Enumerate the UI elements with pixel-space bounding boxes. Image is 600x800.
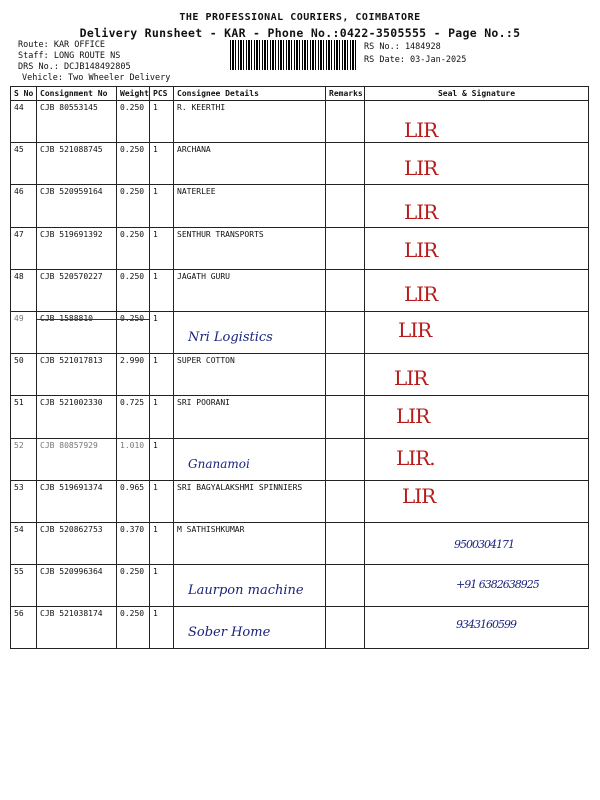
cell-consignee (174, 185, 326, 227)
cell-consignee-text: SUPER COTTON (177, 356, 235, 366)
table-row (11, 269, 589, 311)
cell-consignee (174, 143, 326, 185)
cell-sno-text: 55 (14, 567, 24, 577)
cell-weight-text: 0.965 (120, 482, 145, 492)
table-header-row (11, 87, 589, 101)
cell-remarks (326, 438, 365, 480)
cell-consignee (174, 311, 326, 353)
cell-consignee (174, 522, 326, 564)
cell-pcs-text: 1 (153, 356, 158, 366)
cell-remarks (326, 269, 365, 311)
cell-signature (365, 269, 589, 311)
cell-consignee (174, 354, 326, 396)
cell-remarks (326, 480, 365, 522)
handwritten-consignee: Laurpon machine (188, 583, 304, 599)
cell-sno-text: 56 (14, 609, 24, 619)
cell-weight (117, 607, 150, 649)
table-row (11, 438, 589, 480)
cell-consignment-text: CJB 520570227 (40, 271, 103, 281)
cell-weight (117, 480, 150, 522)
cell-remarks (326, 565, 365, 607)
cell-consignment (37, 607, 117, 649)
cell-remarks (326, 227, 365, 269)
cell-consignee (174, 438, 326, 480)
cell-pcs-text: 1 (153, 103, 158, 112)
cell-sno-text: 51 (14, 398, 24, 408)
cell-pcs (150, 185, 174, 227)
cell-pcs (150, 396, 174, 438)
cell-consignment (37, 143, 117, 185)
cell-sno-text: 53 (14, 482, 24, 492)
signature-mark: 9343160599 (456, 618, 516, 631)
table-row (11, 143, 589, 185)
cell-pcs (150, 607, 174, 649)
cell-weight-text: 2.990 (120, 356, 145, 366)
cell-consignee-text: SRI POORANI (177, 398, 230, 408)
cell-consignment (37, 269, 117, 311)
cell-weight (117, 101, 150, 143)
cell-consignment (37, 185, 117, 227)
cell-consignee-text: SENTHUR TRANSPORTS (177, 229, 264, 239)
col-weight: Weight (117, 87, 150, 101)
handwritten-consignee: Nri Logistics (188, 329, 273, 345)
cell-pcs-text: 1 (153, 271, 158, 281)
cell-consignment-text: CJB 521017813 (40, 356, 103, 366)
cell-sno (11, 438, 37, 480)
cell-weight-text: 0.250 (120, 145, 145, 155)
cell-sno (11, 480, 37, 522)
cell-signature (365, 101, 589, 143)
cell-consignment (37, 227, 117, 269)
cell-sno-text: 49 (14, 313, 24, 323)
cell-sno (11, 269, 37, 311)
cell-consignee (174, 480, 326, 522)
runsheet-subtitle: Delivery Runsheet - KAR - Phone No.:0422-3505555 - Page No.:5 (79, 26, 521, 40)
rs-number: RS No.: 1484928 (364, 42, 441, 52)
cell-weight-text: 0.250 (120, 609, 145, 619)
cell-remarks (326, 185, 365, 227)
cell-sno (11, 143, 37, 185)
cell-weight-text: 0.725 (120, 398, 145, 408)
cell-pcs (150, 269, 174, 311)
rs-date: RS Date: 03-Jan-2025 (364, 55, 467, 65)
cell-pcs-text: 1 (153, 187, 158, 197)
cell-consignment-text: CJB 80553145 (40, 103, 98, 112)
cell-sno-text: 44 (14, 103, 24, 112)
cell-consignment (37, 480, 117, 522)
cell-consignee-text: SRI BAGYALAKSHMI SPINNIERS (177, 482, 303, 492)
cell-weight-text: 0.250 (120, 271, 145, 281)
table-row (11, 101, 589, 143)
cell-consignment-text: CJB 521038174 (40, 609, 103, 619)
cell-consignment-text: CJB 520996364 (40, 567, 103, 577)
cell-pcs (150, 311, 174, 353)
cell-pcs (150, 354, 174, 396)
cell-pcs-text: 1 (153, 482, 158, 492)
cell-consignment-text: CJB 521002330 (40, 398, 103, 408)
cell-pcs (150, 480, 174, 522)
cell-consignment-text: CJB 520862753 (40, 524, 103, 534)
cell-remarks (326, 354, 365, 396)
cell-consignment-text: CJB 521088745 (40, 145, 103, 155)
cell-sno (11, 354, 37, 396)
cell-remarks (326, 396, 365, 438)
cell-weight (117, 522, 150, 564)
table-row (11, 311, 589, 353)
handwritten-consignee: Gnanamoi (188, 456, 250, 471)
cell-weight (117, 227, 150, 269)
drs-number: DRS No.: DCJB148492805 (18, 62, 131, 72)
strike-line (117, 319, 149, 320)
signature-mark: LIR (398, 318, 432, 342)
cell-pcs-text: 1 (153, 313, 158, 323)
cell-remarks (326, 607, 365, 649)
cell-consignee-text: NATERLEE (177, 187, 216, 197)
cell-weight-text: 0.250 (120, 567, 145, 577)
barcode (230, 40, 358, 70)
cell-pcs-text: 1 (153, 524, 158, 534)
cell-pcs (150, 101, 174, 143)
cell-pcs-text: 1 (153, 440, 158, 450)
cell-sno (11, 396, 37, 438)
cell-weight (117, 185, 150, 227)
cell-signature (365, 185, 589, 227)
cell-consignment (37, 101, 117, 143)
handwritten-consignee: Sober Home (188, 625, 271, 641)
strike-line (37, 319, 116, 320)
cell-pcs-text: 1 (153, 609, 158, 619)
cell-sno (11, 185, 37, 227)
cell-consignment (37, 396, 117, 438)
cell-weight (117, 396, 150, 438)
cell-sno-text: 54 (14, 524, 24, 534)
cell-weight-text: 0.250 (120, 187, 145, 197)
cell-sno-text: 46 (14, 187, 24, 197)
cell-sno (11, 607, 37, 649)
cell-consignee-text: ARCHANA (177, 145, 211, 155)
cell-sno-text: 47 (14, 229, 24, 239)
cell-pcs-text: 1 (153, 229, 158, 239)
col-sno: S No (11, 87, 37, 101)
cell-weight-text: 0.250 (120, 103, 145, 112)
vehicle-label: Vehicle: Two Wheeler Delivery (22, 73, 171, 83)
cell-weight (117, 143, 150, 185)
cell-pcs (150, 522, 174, 564)
cell-weight-text: 1.010 (120, 440, 145, 450)
cell-consignment (37, 354, 117, 396)
cell-weight (117, 565, 150, 607)
cell-pcs (150, 438, 174, 480)
cell-consignee-text: M SATHISHKUMAR (177, 524, 245, 534)
company-title: THE PROFESSIONAL COURIERS, COIMBATORE (179, 12, 421, 23)
table-row (11, 480, 589, 522)
signature-mark: LIR (404, 238, 438, 262)
cell-signature (365, 480, 589, 522)
signature-mark: LIR (394, 366, 428, 390)
cell-pcs (150, 143, 174, 185)
cell-consignee-text: R. KEERTHI (177, 103, 226, 112)
table-row (11, 227, 589, 269)
cell-remarks (326, 522, 365, 564)
col-consignee: Consignee Details (174, 87, 326, 101)
cell-sno (11, 311, 37, 353)
cell-consignee (174, 269, 326, 311)
cell-consignment-text: CJB 520959164 (40, 187, 103, 197)
signature-mark: LIR (404, 200, 438, 224)
col-consignment: Consignment No (37, 87, 117, 101)
cell-signature (365, 227, 589, 269)
table-row (11, 185, 589, 227)
cell-pcs-text: 1 (153, 398, 158, 408)
signature-mark: LIR. (396, 446, 435, 470)
cell-consignment (37, 522, 117, 564)
cell-weight (117, 269, 150, 311)
cell-pcs (150, 227, 174, 269)
cell-pcs-text: 1 (153, 145, 158, 155)
cell-consignee-text: JAGATH GURU (177, 271, 230, 281)
runsheet-table (10, 86, 589, 649)
cell-sno-text: 45 (14, 145, 24, 155)
cell-remarks (326, 101, 365, 143)
cell-consignee (174, 227, 326, 269)
cell-consignment (37, 438, 117, 480)
cell-weight-text: 0.370 (120, 524, 145, 534)
cell-remarks (326, 311, 365, 353)
cell-sno (11, 227, 37, 269)
cell-consignment-text: CJB 519691392 (40, 229, 103, 239)
cell-pcs-text: 1 (153, 567, 158, 577)
cell-sno-text: 48 (14, 271, 24, 281)
cell-consignee (174, 607, 326, 649)
staff-label: Staff: LONG ROUTE NS (18, 51, 121, 61)
signature-mark: 9500304171 (454, 538, 514, 551)
cell-weight-text: 0.250 (120, 229, 145, 239)
col-remarks: Remarks (326, 87, 365, 101)
cell-sno (11, 565, 37, 607)
col-signature: Seal & Signature (365, 87, 589, 101)
signature-mark: LIR (402, 484, 436, 508)
cell-weight (117, 438, 150, 480)
cell-sno-text: 52 (14, 440, 24, 450)
signature-mark: LIR (404, 156, 438, 180)
cell-consignment-text: CJB 519691374 (40, 482, 103, 492)
cell-remarks (326, 143, 365, 185)
cell-weight (117, 354, 150, 396)
cell-weight (117, 311, 150, 353)
route-label: Route: KAR OFFICE (18, 40, 105, 50)
table-row (11, 396, 589, 438)
signature-mark: LIR (404, 282, 438, 306)
signature-mark: +91 6382638925 (456, 578, 539, 591)
cell-pcs (150, 565, 174, 607)
cell-consignee (174, 101, 326, 143)
table-row (11, 354, 589, 396)
cell-consignment-text: CJB 80857929 (40, 440, 98, 450)
signature-mark: LIR (404, 118, 438, 142)
cell-sno-text: 50 (14, 356, 24, 366)
signature-mark: LIR (396, 404, 430, 428)
cell-consignment (37, 565, 117, 607)
cell-consignment (37, 311, 117, 353)
cell-consignee (174, 565, 326, 607)
cell-sno (11, 101, 37, 143)
cell-signature (365, 143, 589, 185)
col-pcs: PCS (150, 87, 174, 101)
cell-consignee (174, 396, 326, 438)
cell-sno (11, 522, 37, 564)
